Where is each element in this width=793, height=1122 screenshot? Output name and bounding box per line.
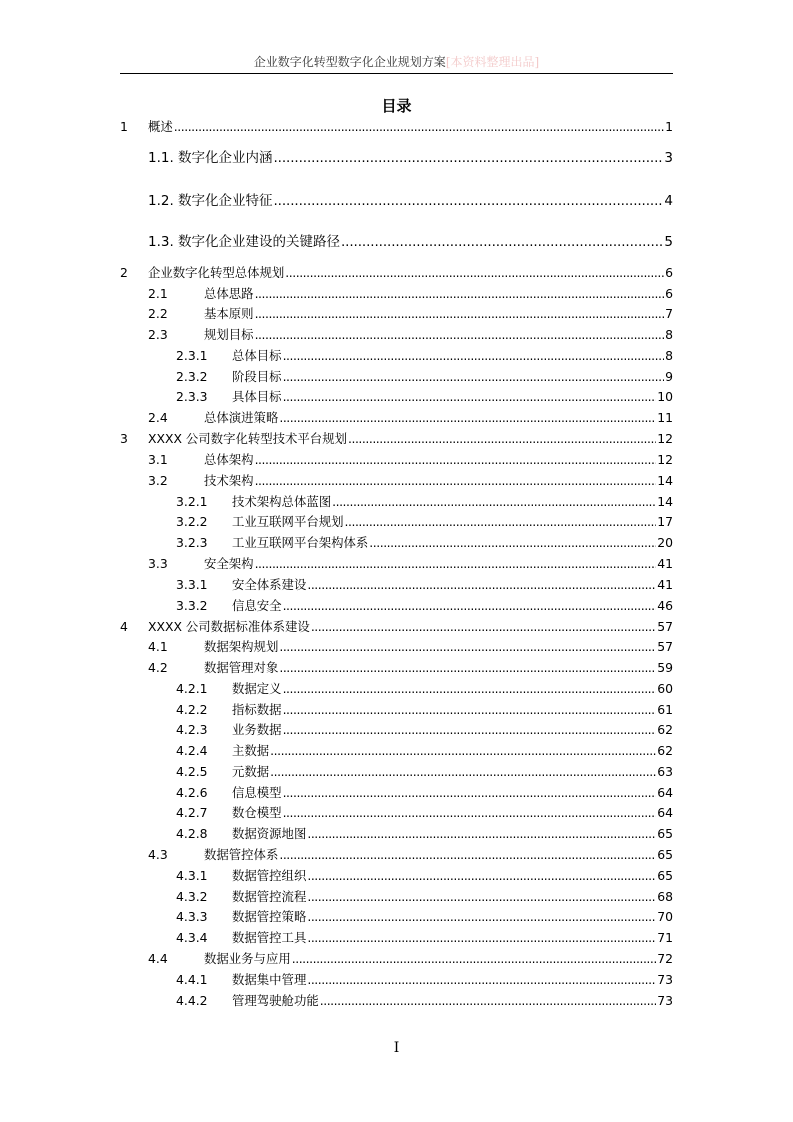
dot-leader [283, 701, 657, 719]
toc-entry-number: 2.2 [148, 306, 168, 321]
toc-entry[interactable] [120, 721, 673, 739]
toc-entry-title: 规划目标 [204, 327, 254, 342]
toc-entry-number: 4.2.7 [176, 805, 208, 820]
toc-entry-number: 4.1 [148, 639, 168, 654]
dot-leader [332, 493, 656, 511]
dot-leader [283, 784, 657, 802]
toc-entry-leader-line [232, 742, 673, 760]
toc-entry-page: 6 [665, 286, 673, 301]
toc-entry-title: 工业互联网平台架构体系 [232, 535, 369, 550]
toc-entry-page: 1 [665, 119, 673, 134]
dot-leader [255, 555, 657, 573]
toc-entry[interactable] [120, 929, 673, 947]
dot-leader [292, 950, 656, 968]
toc-entry-page: 5 [664, 234, 673, 250]
dot-leader [274, 192, 664, 210]
toc-entry[interactable] [120, 618, 673, 636]
toc-entry[interactable] [120, 388, 673, 406]
toc-entry-number: 3.3 [148, 556, 168, 571]
toc-entry-leader-line [204, 846, 673, 864]
toc-entry-title: 数据定义 [232, 681, 282, 696]
toc-entry-number: 1.3. [148, 234, 174, 250]
dot-leader [307, 888, 656, 906]
toc-entry-title: 数据管控体系 [204, 847, 279, 862]
dot-leader [283, 721, 657, 739]
toc-entry[interactable] [120, 192, 673, 210]
toc-entry-page: 62 [657, 743, 673, 758]
toc-entry-number: 2.1 [148, 286, 168, 301]
dot-leader [255, 451, 657, 469]
toc-entry-page: 11 [657, 410, 673, 425]
toc-entry-number: 3.2.3 [176, 535, 208, 550]
toc-entry-page: 12 [657, 431, 673, 446]
toc-entry-page: 8 [665, 327, 673, 342]
toc-entry-number: 4.2.8 [176, 826, 208, 841]
toc-entry-page: 9 [665, 369, 673, 384]
toc-entry-number: 4.2 [148, 660, 168, 675]
toc-entry-title: 数仓模型 [232, 805, 282, 820]
toc-entry-leader-line [232, 721, 673, 739]
toc-entry-number: 3 [120, 431, 128, 446]
toc-entry-leader-line [232, 388, 673, 406]
toc-entry[interactable] [120, 638, 673, 656]
toc-entry-title: 元数据 [232, 764, 270, 779]
dot-leader [279, 409, 656, 427]
dot-leader [348, 430, 656, 448]
dot-leader [255, 305, 665, 323]
toc-entry-page: 3 [664, 150, 673, 166]
dot-leader [307, 867, 656, 885]
toc-entry-leader-line [232, 680, 673, 698]
toc-entry-leader-line [148, 264, 673, 282]
toc-entry-number: 4.2.1 [176, 681, 208, 696]
toc-entry-number: 4.3.4 [176, 930, 208, 945]
toc-entry-leader-line [232, 908, 673, 926]
toc-entry-number: 2.3.3 [176, 389, 208, 404]
toc-entry-leader-line [178, 192, 673, 210]
dot-leader [307, 908, 656, 926]
toc-entry-number: 4.3.2 [176, 889, 208, 904]
toc-entry-leader-line [178, 233, 673, 251]
toc-entry[interactable] [120, 451, 673, 469]
toc-entry-title: 数据管理对象 [204, 660, 279, 675]
toc-entry-title: 数据业务与应用 [204, 951, 291, 966]
toc-entry-number: 4.2.6 [176, 785, 208, 800]
toc-entry-title: 总体演进策略 [204, 410, 279, 425]
toc-entry[interactable] [120, 908, 673, 926]
toc-entry-leader-line [232, 763, 673, 781]
toc-entry[interactable] [120, 576, 673, 594]
toc-entry-number: 1 [120, 119, 128, 134]
toc-entry-leader-line [204, 409, 673, 427]
toc-entry-leader-line [232, 929, 673, 947]
toc-entry[interactable] [120, 825, 673, 843]
dot-leader [283, 804, 657, 822]
toc-entry-title: 主数据 [232, 743, 270, 758]
toc-entry-title: 数据管控工具 [232, 930, 307, 945]
toc-entry-leader-line [232, 804, 673, 822]
toc-entry-page: 63 [657, 764, 673, 779]
toc-entry-title: 工业互联网平台规划 [232, 514, 344, 529]
toc-entry-title: 技术架构 [204, 473, 254, 488]
toc-entry-title: 概述 [148, 119, 173, 134]
toc-entry-leader-line [232, 888, 673, 906]
toc-entry[interactable] [120, 493, 673, 511]
toc-entry-leader-line [178, 149, 673, 167]
toc-entry-number: 1.1. [148, 150, 174, 166]
toc-entry[interactable] [120, 368, 673, 386]
header-title: 企业数字化转型数字化企业规划方案 [253, 55, 446, 69]
toc-entry-leader-line [232, 867, 673, 885]
toc-entry[interactable] [120, 555, 673, 573]
toc-entry[interactable] [120, 784, 673, 802]
toc-entry-title: 技术架构总体蓝图 [232, 494, 332, 509]
toc-entry-title: 数据管控组织 [232, 868, 307, 883]
toc-entry-page: 7 [665, 306, 673, 321]
page-header [120, 54, 673, 70]
toc-entry-number: 4.4 [148, 951, 168, 966]
toc-entry-title: 数据资源地图 [232, 826, 307, 841]
toc-entry-number: 2 [120, 265, 128, 280]
toc-entry-page: 12 [657, 452, 673, 467]
toc-entry[interactable] [120, 659, 673, 677]
toc-entry-number: 2.4 [148, 410, 168, 425]
toc-entry-number: 3.2.2 [176, 514, 208, 529]
toc-entry-number: 2.3.1 [176, 348, 208, 363]
toc-entry-leader-line [204, 950, 673, 968]
dot-leader [270, 742, 656, 760]
toc-entry-number: 4 [120, 619, 128, 634]
toc-entry-title: 具体目标 [232, 389, 282, 404]
toc-entry-title: 数据管控策略 [232, 909, 307, 924]
toc-entry[interactable] [120, 305, 673, 323]
toc-entry[interactable] [120, 846, 673, 864]
toc-entry-leader-line [148, 618, 673, 636]
dot-leader [270, 763, 656, 781]
toc-entry-leader-line [232, 347, 673, 365]
toc-entry-title: 企业数字化转型总体规划 [148, 265, 285, 280]
dot-leader [274, 149, 664, 167]
toc-entry[interactable] [120, 285, 673, 303]
toc-entry-title: 数字化企业建设的关键路径 [178, 234, 340, 250]
dot-leader [341, 233, 663, 251]
toc-entry-title: 安全架构 [204, 556, 254, 571]
toc-entry-page: 57 [657, 639, 673, 654]
toc-entry-leader-line [204, 451, 673, 469]
toc-entry-page: 68 [657, 889, 673, 904]
toc-entry-page: 64 [657, 785, 673, 800]
header-watermark: [本资料整理出品] [445, 55, 540, 69]
toc-entry-number: 3.3.2 [176, 598, 208, 613]
toc-entry-leader-line [232, 576, 673, 594]
toc-entry-title: 数据管控流程 [232, 889, 307, 904]
dot-leader [279, 846, 656, 864]
toc-entry-leader-line [204, 555, 673, 573]
toc-title: 目录 [381, 97, 412, 115]
toc-entry-leader-line [204, 285, 673, 303]
toc-entry-leader-line [232, 368, 673, 386]
toc-entry-leader-line [232, 825, 673, 843]
toc-entry[interactable] [120, 742, 673, 760]
toc-entry-title: 阶段目标 [232, 369, 282, 384]
toc-entry[interactable] [120, 867, 673, 885]
page-number: I [393, 1040, 400, 1056]
toc-entry-page: 57 [657, 619, 673, 634]
toc-entry-number: 4.2.3 [176, 722, 208, 737]
toc-entry-page: 14 [657, 473, 673, 488]
toc-entry-page: 62 [657, 722, 673, 737]
toc-entry-leader-line [148, 118, 673, 136]
toc-entry-page: 65 [657, 847, 673, 862]
toc-entry-number: 2.3.2 [176, 369, 208, 384]
toc-entry[interactable] [120, 149, 673, 167]
toc-entry-leader-line [232, 513, 673, 531]
toc-entry-leader-line [232, 784, 673, 802]
toc-entry-number: 3.3.1 [176, 577, 208, 592]
toc-entry-number: 4.2.5 [176, 764, 208, 779]
toc-entry[interactable] [120, 992, 673, 1010]
toc-entry-page: 6 [665, 265, 673, 280]
toc-entry-page: 65 [657, 868, 673, 883]
dot-leader [283, 347, 665, 365]
toc-entry-page: 8 [665, 348, 673, 363]
toc-entry[interactable] [120, 971, 673, 989]
toc-entry[interactable] [120, 680, 673, 698]
toc-entry-leader-line [204, 659, 673, 677]
toc-entry-leader-line [204, 638, 673, 656]
toc-entry-page: 61 [657, 702, 673, 717]
toc-entry-leader-line [204, 326, 673, 344]
toc-entry-number: 1.2. [148, 193, 174, 209]
dot-leader [283, 597, 657, 615]
toc-entry-leader-line [232, 992, 673, 1010]
toc-entry[interactable] [120, 347, 673, 365]
toc-entry-page: 73 [657, 993, 673, 1008]
toc-entry-page: 14 [657, 494, 673, 509]
toc-entry-title: 总体思路 [204, 286, 254, 301]
toc-entry[interactable] [120, 472, 673, 490]
toc-entry-page: 73 [657, 972, 673, 987]
toc-entry-leader-line [232, 597, 673, 615]
header-rule [120, 73, 673, 74]
toc-entry-title: 总体架构 [204, 452, 254, 467]
toc-entry[interactable] [120, 118, 673, 136]
toc-entry[interactable] [120, 264, 673, 282]
toc-entry[interactable] [120, 763, 673, 781]
dot-leader [311, 618, 656, 636]
toc-entry[interactable] [120, 701, 673, 719]
toc-entry-title: 总体目标 [232, 348, 282, 363]
toc-entry-page: 65 [657, 826, 673, 841]
dot-leader [279, 659, 656, 677]
dot-leader [369, 534, 656, 552]
dot-leader [285, 264, 664, 282]
dot-leader [320, 992, 656, 1010]
toc-entry[interactable] [120, 597, 673, 615]
toc-entry-number: 4.4.1 [176, 972, 208, 987]
toc-entry[interactable] [120, 534, 673, 552]
toc-entry-page: 10 [657, 389, 673, 404]
dot-leader [307, 576, 656, 594]
toc-entry-page: 4 [664, 193, 673, 209]
toc-entry[interactable] [120, 430, 673, 448]
toc-entry-page: 46 [657, 598, 673, 613]
toc-entry-title: 管理驾驶舱功能 [232, 993, 319, 1008]
toc-entry-title: XXXX 公司数字化转型技术平台规划 [148, 431, 347, 446]
toc-entry-page: 60 [657, 681, 673, 696]
toc-entry-number: 4.4.2 [176, 993, 208, 1008]
toc-entry-page: 71 [657, 930, 673, 945]
toc-entry[interactable] [120, 326, 673, 344]
toc-entry-page: 41 [657, 556, 673, 571]
dot-leader [307, 929, 656, 947]
toc-entry-page: 20 [657, 535, 673, 550]
dot-leader [174, 118, 664, 136]
toc-entry-title: 数字化企业内涵 [178, 150, 273, 166]
toc-entry[interactable] [120, 233, 673, 251]
dot-leader [307, 971, 656, 989]
dot-leader [283, 680, 657, 698]
toc-entry-leader-line [232, 701, 673, 719]
toc-entry-title: XXXX 公司数据标准体系建设 [148, 619, 310, 634]
toc-entry-title: 数字化企业特征 [178, 193, 273, 209]
toc-entry-title: 信息模型 [232, 785, 282, 800]
toc-entry-leader-line [232, 493, 673, 511]
dot-leader [283, 368, 665, 386]
toc-entry-page: 72 [657, 951, 673, 966]
toc-entry-number: 4.2.2 [176, 702, 208, 717]
toc-entry-leader-line [204, 472, 673, 490]
toc-entry-number: 4.3 [148, 847, 168, 862]
toc-entry-page: 41 [657, 577, 673, 592]
dot-leader [255, 285, 665, 303]
dot-leader [307, 825, 656, 843]
toc-entry-title: 指标数据 [232, 702, 282, 717]
dot-leader [283, 388, 657, 406]
toc-entry[interactable] [120, 804, 673, 822]
toc-entry-title: 基本原则 [204, 306, 254, 321]
toc-entry-number: 3.2.1 [176, 494, 208, 509]
toc-entry-page: 70 [657, 909, 673, 924]
toc-entry-leader-line [232, 534, 673, 552]
dot-leader [255, 472, 657, 490]
toc-entry-number: 3.2 [148, 473, 168, 488]
dot-leader [255, 326, 665, 344]
toc-entry-title: 信息安全 [232, 598, 282, 613]
toc-entry-title: 业务数据 [232, 722, 282, 737]
toc-entry-number: 2.3 [148, 327, 168, 342]
toc-entry-title: 安全体系建设 [232, 577, 307, 592]
toc-entry-number: 4.3.1 [176, 868, 208, 883]
toc-entry-page: 59 [657, 660, 673, 675]
toc-entry-leader-line [204, 305, 673, 323]
toc-entry-leader-line [148, 430, 673, 448]
toc-entry[interactable] [120, 950, 673, 968]
toc-entry[interactable] [120, 409, 673, 427]
toc-entry-title: 数据架构规划 [204, 639, 279, 654]
dot-leader [345, 513, 657, 531]
toc-entry[interactable] [120, 888, 673, 906]
toc-entry-page: 64 [657, 805, 673, 820]
toc-entry-page: 17 [657, 514, 673, 529]
toc-entry-leader-line [232, 971, 673, 989]
toc-entry-number: 4.2.4 [176, 743, 208, 758]
dot-leader [279, 638, 656, 656]
toc-entry-number: 3.1 [148, 452, 168, 467]
toc-entry-number: 4.3.3 [176, 909, 208, 924]
toc-entry-title: 数据集中管理 [232, 972, 307, 987]
toc-entry[interactable] [120, 513, 673, 531]
